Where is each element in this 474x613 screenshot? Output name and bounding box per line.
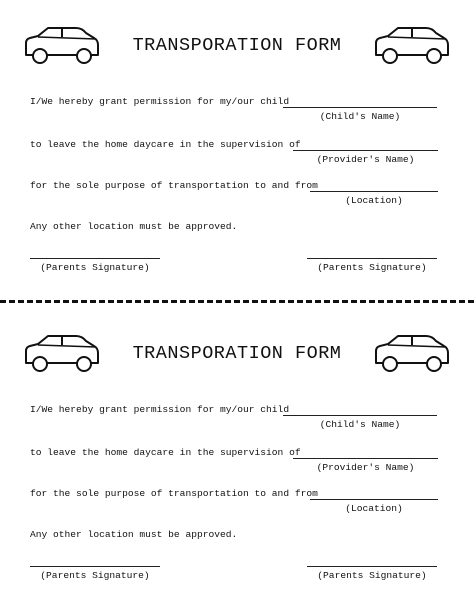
- provider-name-caption: (Provider's Name): [316, 462, 415, 473]
- permission-text: I/We hereby grant permission for my/our child: [30, 404, 290, 415]
- child-name-caption: (Child's Name): [319, 111, 401, 122]
- provider-name-caption: (Provider's Name): [316, 154, 415, 165]
- parent-signature-caption-left: (Parents Signature): [40, 570, 150, 581]
- parent-signature-field-right[interactable]: [307, 258, 437, 259]
- permission-text: I/We hereby grant permission for my/our child: [30, 96, 290, 107]
- purpose-text: for the sole purpose of transportation to and from: [30, 180, 318, 191]
- cut-line-divider: [0, 300, 474, 303]
- supervision-text: to leave the home daycare in the supervision of: [30, 447, 301, 458]
- transportation-form-top: [0, 0, 474, 300]
- transportation-form-bottom: [0, 308, 474, 608]
- location-field[interactable]: [310, 191, 438, 192]
- child-name-field[interactable]: [283, 107, 437, 108]
- supervision-text: to leave the home daycare in the supervision of: [30, 139, 301, 150]
- approval-text: Any other location must be approved.: [30, 221, 238, 232]
- provider-name-field[interactable]: [293, 458, 438, 459]
- location-caption: (Location): [345, 503, 403, 514]
- parent-signature-caption-right: (Parents Signature): [317, 262, 427, 273]
- parent-signature-caption-right: (Parents Signature): [317, 570, 427, 581]
- location-field[interactable]: [310, 499, 438, 500]
- parent-signature-field-right[interactable]: [307, 566, 437, 567]
- parent-signature-caption-left: (Parents Signature): [40, 262, 150, 273]
- car-icon: [372, 333, 452, 373]
- approval-text: Any other location must be approved.: [30, 529, 238, 540]
- parent-signature-field-left[interactable]: [30, 258, 160, 259]
- car-icon: [372, 25, 452, 65]
- form-title: TRANSPORATION FORM: [132, 35, 342, 56]
- parent-signature-field-left[interactable]: [30, 566, 160, 567]
- location-caption: (Location): [345, 195, 403, 206]
- child-name-caption: (Child's Name): [319, 419, 401, 430]
- provider-name-field[interactable]: [293, 150, 438, 151]
- child-name-field[interactable]: [283, 415, 437, 416]
- form-title: TRANSPORATION FORM: [132, 343, 342, 364]
- purpose-text: for the sole purpose of transportation to and from: [30, 488, 318, 499]
